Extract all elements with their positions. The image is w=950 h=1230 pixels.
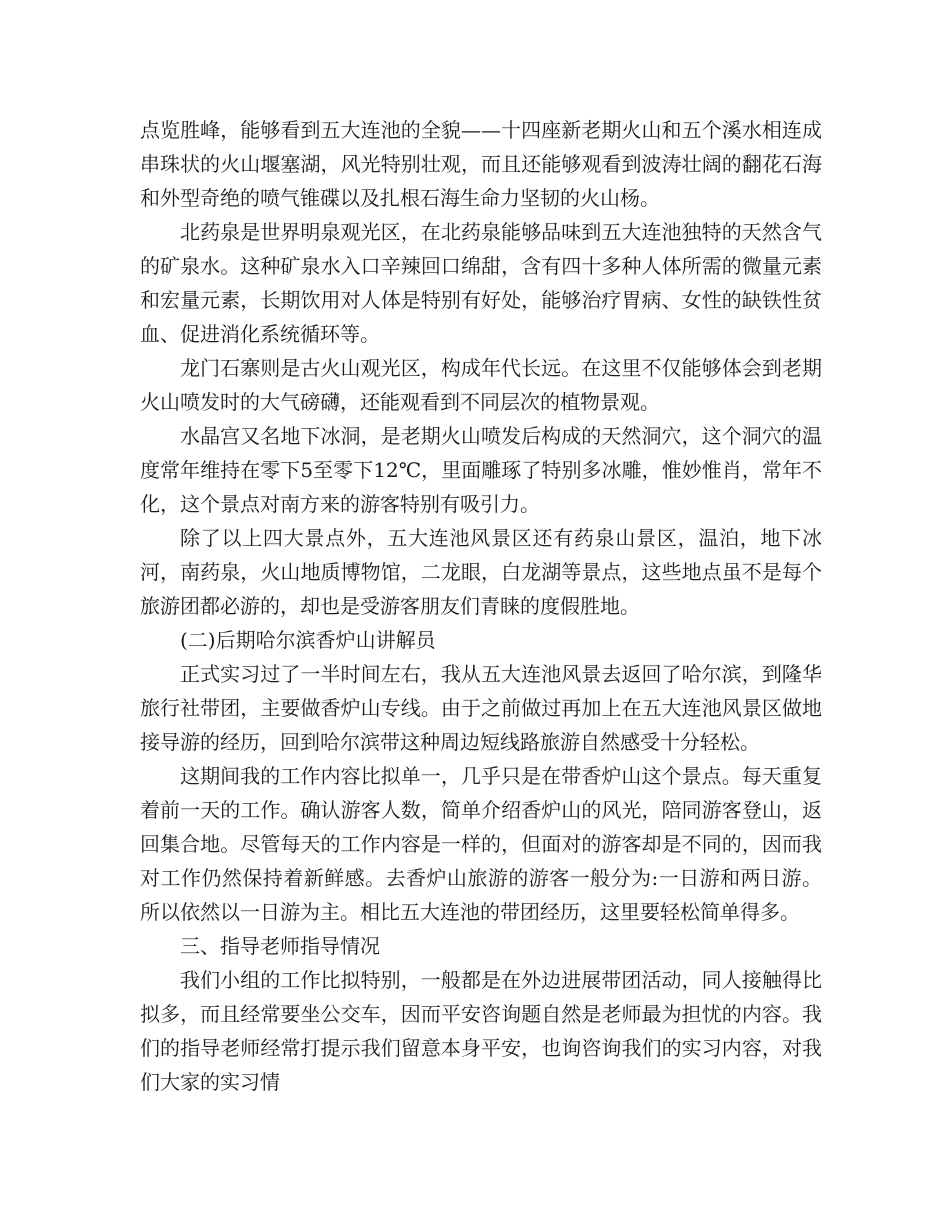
paragraph-summit-view: 点览胜峰，能够看到五大连池的全貌——十四座新老期火山和五个溪水相连成串珠状的火山堰塞湖，风光特别壮观，而且还能够观看到波涛壮阔的翻花石海和外型奇绝的喷气锥碟以及扎根石海生命力坚韧的火山杨。 bbox=[140, 118, 822, 210]
paragraph-group-work: 我们小组的工作比拟特别，一般都是在外边进展带团活动，同人接触得比拟多，而且经常要坐公交车，因而平安咨询题自然是老师最为担忧的内容。我们的指导老师经常打提示我们留意本身平安，也询咨询我们的实习内容，对我们大家的实习情 bbox=[140, 968, 822, 1094]
paragraph-longmen-stone-fort: 龙门石寨则是古火山观光区，构成年代长远。在这里不仅能够体会到老期火山喷发时的大气磅礴，还能观看到不同层次的植物景观。 bbox=[140, 356, 822, 414]
paragraph-return-to-harbin: 正式实习过了一半时间左右，我从五大连池风景去返回了哈尔滨，到隆华旅行社带团，主要做香炉山专线。由于之前做过再加上在五大连池风景区做地接导游的经历，回到哈尔滨带这种周边短线路旅游自然感受十分轻松。 bbox=[140, 662, 822, 754]
section-heading-harbin-guide: (二)后期哈尔滨香炉山讲解员 bbox=[180, 628, 436, 652]
paragraph-other-scenic-spots: 除了以上四大景点外，五大连池风景区还有药泉山景区，温泊，地下冰河，南药泉，火山地质博物馆，二龙眼，白龙湖等景点，这些地点虽不是每个旅游团都必游的，却也是受游客朋友们青睐的度假胜地。 bbox=[140, 526, 822, 618]
paragraph-daily-work: 这期间我的工作内容比拟单一，几乎只是在带香炉山这个景点。每天重复着前一天的工作。确认游客人数，简单介绍香炉山的风光，陪同游客登山，返回集合地。尽管每天的工作内容是一样的，但面对的游客却是不同的，因而我对工作仍然保持着新鲜感。去香炉山旅游的游客一般分为:一日游和两日游。所以依然以一日游为主。相比五大连池的带团经历，这里要轻松简单得多。 bbox=[140, 764, 822, 924]
paragraph-north-spring: 北药泉是世界明泉观光区，在北药泉能够品味到五大连池独特的天然含气的矿泉水。这种矿泉水入口辛辣回口绵甜，含有四十多种人体所需的微量元素和宏量元素，长期饮用对人体是特别有好处，能够治疗胃病、女性的缺铁性贫血、促进消化系统循环等。 bbox=[140, 220, 822, 346]
paragraph-crystal-palace: 水晶宫又名地下冰洞，是老期火山喷发后构成的天然洞穴，这个洞穴的温度常年维持在零下5至零下12℃，里面雕琢了特别多冰雕，惟妙惟肖，常年不化，这个景点对南方来的游客特别有吸引力。 bbox=[140, 424, 822, 516]
document-page bbox=[140, 113, 822, 1099]
section-heading-teacher-guidance: 三、指导老师指导情况 bbox=[180, 934, 380, 958]
